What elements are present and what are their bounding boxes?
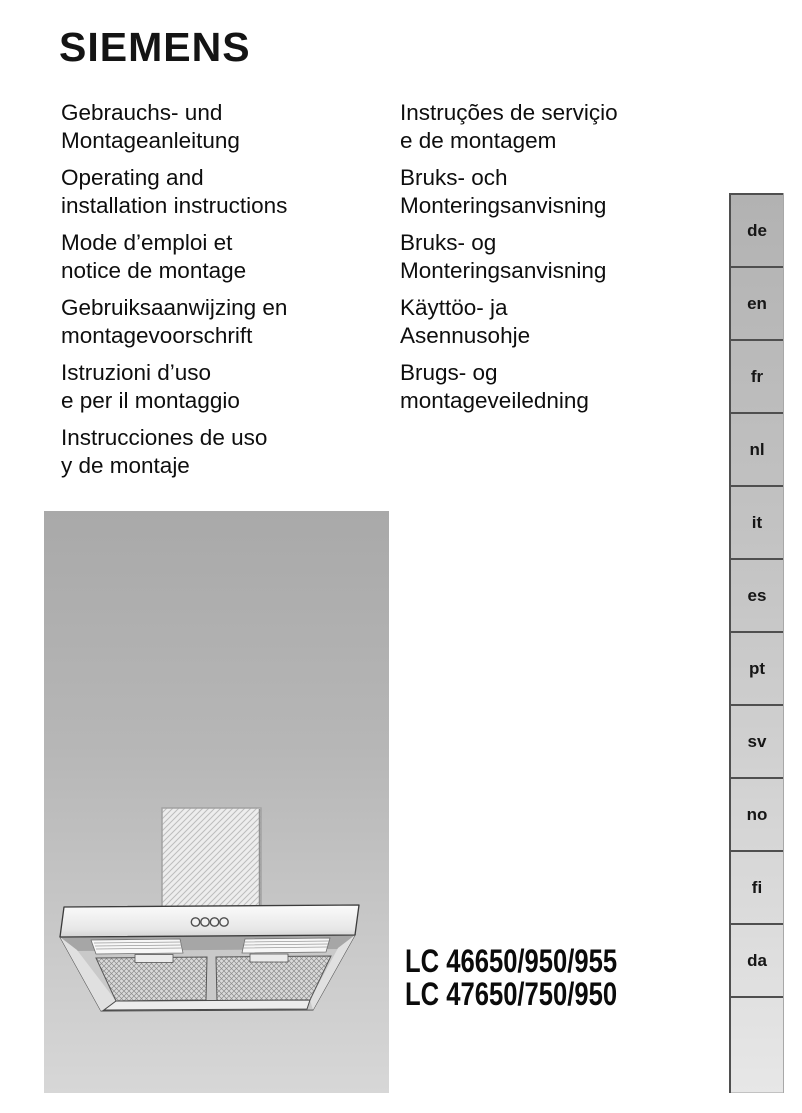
language-tab-label: da: [747, 951, 767, 970]
title-fr: [61, 229, 391, 285]
language-tab-no: [731, 777, 783, 850]
hood-bottom-bar: [104, 1000, 310, 1010]
cooker-hood-illustration: [44, 511, 389, 1093]
language-tab-empty: [731, 996, 783, 1093]
language-tab-sv: [731, 704, 783, 777]
title-line: y de montaje: [61, 453, 190, 478]
title-line: Gebruiksaanwijzing en: [61, 295, 288, 320]
title-line: Montageanleitung: [61, 128, 240, 153]
language-tab-label: es: [747, 586, 767, 605]
language-tab-label: sv: [747, 732, 767, 751]
title-line: montagevoorschrift: [61, 323, 253, 348]
title-line: e per il montaggio: [61, 388, 240, 413]
title-line: e de montagem: [400, 128, 557, 153]
language-tab-en: [731, 266, 783, 339]
language-tab-da: [731, 923, 783, 996]
title-line: Monteringsanvisning: [400, 193, 607, 218]
title-line: notice de montage: [61, 258, 247, 283]
title-da: [400, 359, 730, 415]
title-en: [61, 164, 391, 220]
language-tab-label: fi: [751, 878, 763, 897]
brand-logo: SIEMENS: [59, 24, 251, 70]
title-es: [61, 424, 391, 480]
title-sv: [400, 164, 730, 220]
model-numbers: [405, 945, 617, 1011]
language-tab-es: [731, 558, 783, 631]
titles-column-left: [61, 99, 391, 489]
title-it: [61, 359, 391, 415]
title-line: Käyttöo- ja: [400, 295, 508, 320]
titles-column-right: [400, 99, 730, 424]
title-nl: [61, 294, 391, 350]
language-tab-de: [731, 193, 783, 266]
language-tab-label: de: [747, 221, 767, 240]
title-line: Operating and: [61, 165, 204, 190]
title-line: Asennusohje: [400, 323, 531, 348]
title-line: Bruks- og: [400, 230, 497, 255]
language-tab-nl: [731, 412, 783, 485]
language-tab-label: pt: [748, 659, 766, 678]
title-line: Istruzioni d’uso: [61, 360, 212, 385]
language-tab-label: no: [746, 805, 768, 824]
title-pt: [400, 99, 730, 155]
model-line: LC 46650/950/955: [405, 943, 618, 979]
title-line: Monteringsanvisning: [400, 258, 607, 283]
title-line: Instruções de serviçio: [400, 100, 618, 125]
language-tab-label: en: [747, 294, 767, 313]
title-no: [400, 229, 730, 285]
language-tab-it: [731, 485, 783, 558]
language-tab-fr: [731, 339, 783, 412]
title-line: Bruks- och: [400, 165, 508, 190]
title-de: [61, 99, 391, 155]
title-line: montageveiledning: [400, 388, 589, 413]
language-tab-label: fr: [750, 367, 764, 386]
language-tab-strip: [729, 193, 784, 1093]
title-line: Gebrauchs- und: [61, 100, 223, 125]
title-line: Brugs- og: [400, 360, 498, 385]
model-line: LC 47650/750/950: [405, 976, 618, 1012]
chimney-duct: [162, 808, 261, 911]
language-tab-label: nl: [749, 440, 765, 459]
title-fi: [400, 294, 730, 350]
product-image-panel: [44, 511, 389, 1093]
language-tab-label: it: [751, 513, 763, 532]
language-tab-pt: [731, 631, 783, 704]
title-line: installation instructions: [61, 193, 288, 218]
title-line: Mode d’emploi et: [61, 230, 233, 255]
language-tab-fi: [731, 850, 783, 923]
title-line: Instrucciones de uso: [61, 425, 268, 450]
